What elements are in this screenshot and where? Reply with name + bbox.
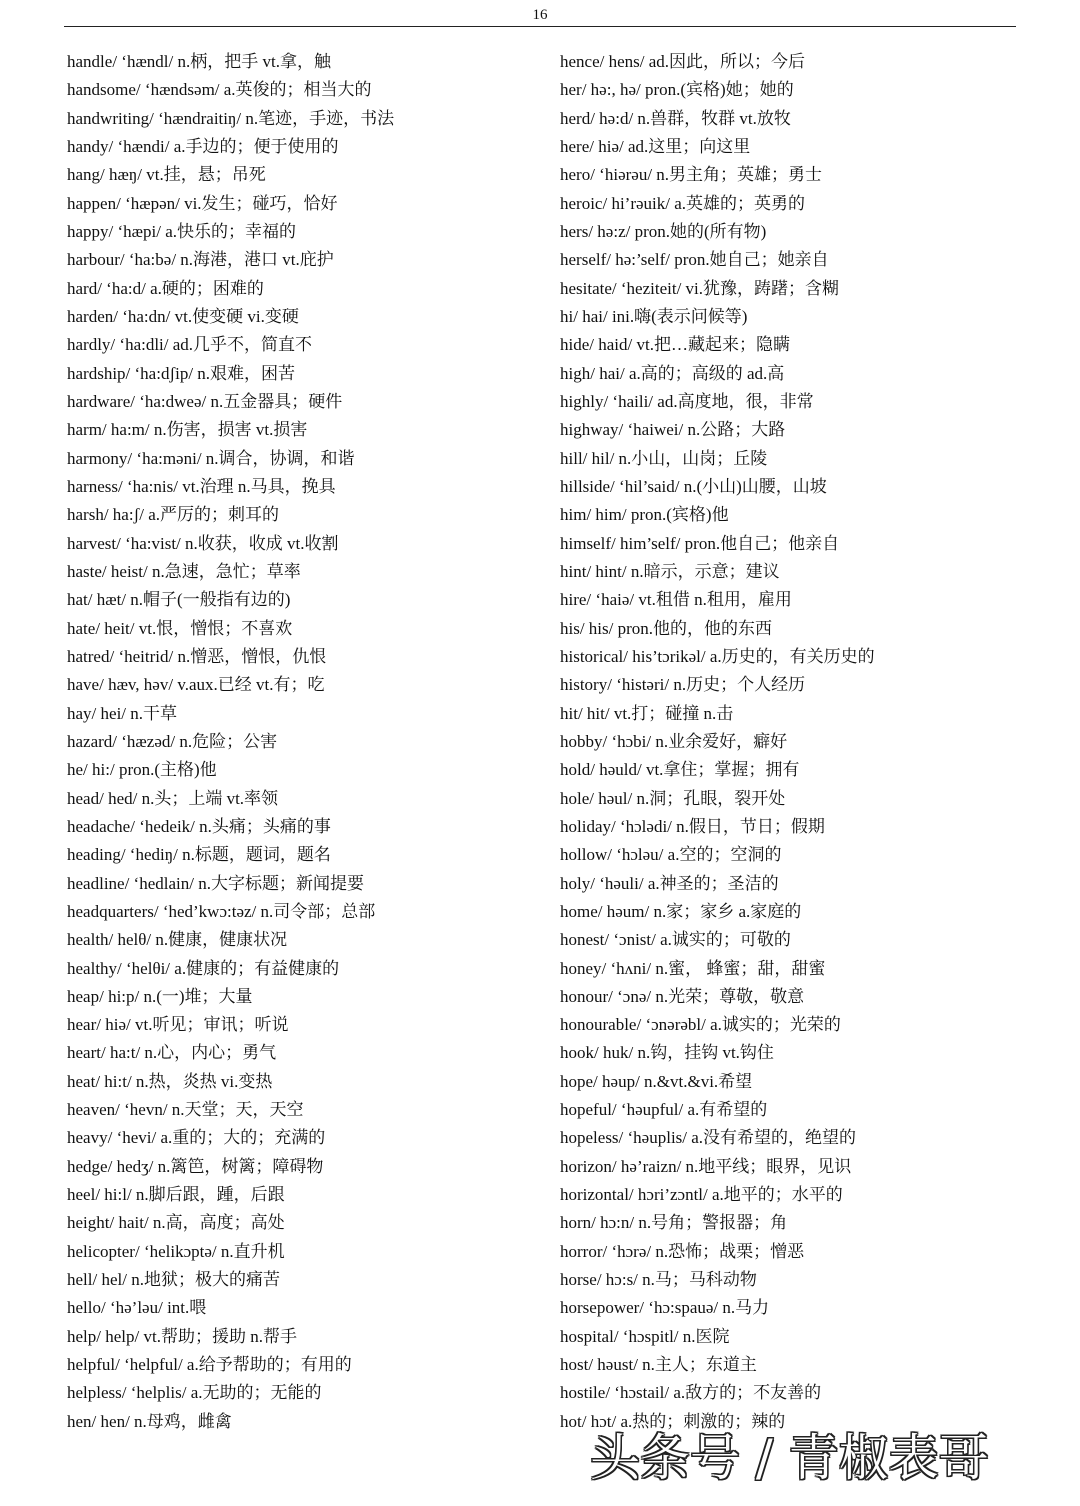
vocab-entry: hazard/ ‘hæzəd/ n.危险；公害 [67,731,278,751]
vocab-entry: hint/ hint/ n.暗示，示意；建议 [560,561,780,581]
vocab-entry: health/ helθ/ n.健康，健康状况 [67,930,288,950]
vocab-entry: hopeless/ ‘həuplis/ a.没有希望的，绝望的 [560,1128,857,1148]
vocab-entry: host/ həust/ n.主人；东道主 [560,1355,757,1375]
vocab-entry: high/ hai/ a.高的；高级的 ad.高 [560,363,785,383]
vocab-entry: herself/ hə:’self/ pron.她自己；她亲自 [560,250,829,270]
vocab-entry: hill/ hil/ n.小山，山岗；丘陵 [560,448,768,468]
vocab-entry: happen/ ‘hæpən/ vi.发生；碰巧，恰好 [67,193,338,213]
vocab-entry: headache/ ‘hedeik/ n.头痛；头痛的事 [67,816,331,836]
vocab-entry: have/ hæv, həv/ v.aux.已经 vt.有；吃 [67,675,325,695]
vocab-entry: hospital/ ‘hɔspitl/ n.医院 [560,1326,730,1346]
vocab-entry: hang/ hæŋ/ vt.挂，悬；吊死 [67,165,266,185]
vocab-entry: holiday/ ‘hɔlədi/ n.假日，节日；假期 [560,816,825,836]
vocab-entry: harden/ ‘ha:dn/ vt.使变硬 vi.变硬 [67,306,299,326]
vocab-entry: horse/ hɔ:s/ n.马；马科动物 [560,1270,757,1290]
vocab-entry: hillside/ ‘hil’said/ n.(小山)山腰，山坡 [560,476,827,496]
watermark: 头条号 / 青椒表哥 [590,1429,989,1487]
vocab-entry: here/ hiə/ ad.这里；向这里 [560,136,751,156]
vocab-entry: happy/ ‘hæpi/ a.快乐的；幸福的 [67,221,297,241]
vocab-entry: hero/ ‘hiərəu/ n.男主角；英雄；勇士 [560,165,823,185]
vocab-entry: his/ his/ pron.他的，他的东西 [560,618,773,638]
vocab-entry: headline/ ‘hedlain/ n.大字标题；新闻提要 [67,873,364,893]
vocab-entry: harbour/ ‘ha:bə/ n.海港，港口 vt.庇护 [67,250,334,270]
vocab-entry: heroic/ hi’rəuik/ a.英雄的；英勇的 [560,193,806,213]
vocab-entry: horizontal/ hɔri’zɔntl/ a.地平的；水平的 [560,1185,843,1205]
vocab-entry: height/ hait/ n.高，高度；高处 [67,1213,285,1233]
page-number: 16 [532,7,548,23]
vocab-entry: holy/ ‘həuli/ a.神圣的；圣洁的 [560,873,779,893]
vocab-entry: harvest/ ‘ha:vist/ n.收获，收成 vt.收割 [67,533,339,553]
vocab-entry: head/ hed/ n.头；上端 vt.率领 [67,788,279,808]
vocab-entry: him/ him/ pron.(宾格)他 [560,505,729,525]
vocab-entry: hopeful/ ‘həupful/ a.有希望的 [560,1100,768,1120]
vocab-entry: headquarters/ ‘hed’kwɔ:təz/ n.司令部；总部 [67,901,376,921]
vocab-entry: hat/ hæt/ n.帽子(一般指有边的) [67,590,291,610]
vocab-entry: honest/ ‘ɔnist/ a.诚实的；可敬的 [560,930,791,950]
vocab-entry: hardware/ ‘ha:dweə/ n.五金器具；硬件 [67,391,343,411]
vocab-entry: honourable/ ‘ɔnərəbl/ a.诚实的；光荣的 [560,1015,841,1035]
vocab-entry: healthy/ ‘helθi/ a.健康的；有益健康的 [67,958,340,978]
vocab-entry: he/ hi:/ pron.(主格)他 [67,760,217,780]
vocab-entry: honey/ ‘hʌni/ n.蜜， 蜂蜜；甜，甜蜜 [560,958,826,978]
vocab-entry: hay/ hei/ n.干草 [67,703,178,723]
vocab-entry: harsh/ ha:ʃ/ a.严厉的；刺耳的 [67,505,279,525]
vocab-entry: hell/ hel/ n.地狱；极大的痛苦 [67,1270,280,1290]
vocab-entry: hello/ ‘hə’ləu/ int.喂 [67,1298,207,1318]
vocab-entry: hire/ ‘haiə/ vt.租借 n.租用，雇用 [560,590,792,610]
vocab-entry: heavy/ ‘hevi/ a.重的；大的；充满的 [67,1128,326,1148]
vocab-entry: hit/ hit/ vt.打；碰撞 n.击 [560,703,734,723]
vocab-entry: handy/ ‘hændi/ a.手边的；便于使用的 [67,136,339,156]
vocab-entry: hard/ ‘ha:d/ a.硬的；困难的 [67,278,264,298]
vocab-entry: hot/ hɔt/ a.热的；刺激的；辣的 [560,1411,786,1431]
vocab-entry: hardship/ ‘ha:dʃip/ n.艰难，困苦 [67,363,296,383]
vocab-entry: heart/ ha:t/ n.心，内心；勇气 [67,1043,277,1063]
vocab-entry: handwriting/ ‘hændraitiŋ/ n.笔迹，手迹，书法 [67,108,395,128]
vocab-entry: herd/ hə:d/ n.兽群，牧群 vt.放牧 [560,108,791,128]
vocab-entry: hide/ haid/ vt.把…藏起来；隐瞒 [560,335,790,355]
vocab-entry: historical/ his’tɔrikəl/ a.历史的，有关历史的 [560,646,875,666]
vocab-entry: hollow/ ‘hɔləu/ a.空的；空洞的 [560,845,782,865]
vocab-entry: harm/ ha:m/ n.伤害，损害 vt.损害 [67,420,308,440]
vocab-entry: hedge/ hedʒ/ n.篱笆，树篱；障碍物 [67,1156,324,1176]
vocab-entry: hers/ hə:z/ pron.她的(所有物) [560,221,767,241]
vocab-entry: hence/ hens/ ad.因此，所以；今后 [560,52,806,71]
vocab-entry: horsepower/ ‘hɔ:spauə/ n.马力 [560,1298,770,1318]
vocab-entry: history/ ‘histəri/ n.历史；个人经历 [560,675,806,695]
vocab-entry: haste/ heist/ n.急速，急忙；草率 [67,561,301,581]
vocab-entry: helpless/ ‘helplis/ a.无助的；无能的 [67,1383,322,1403]
vocab-entry: home/ həum/ n.家；家乡 a.家庭的 [560,901,802,921]
vocab-entry: hope/ həup/ n.&vt.&vi.希望 [560,1071,753,1091]
header-rule [64,26,1016,27]
vocab-entry: hatred/ ‘heitrid/ n.憎恶，憎恨，仇恨 [67,646,327,666]
vocab-entry: heaven/ ‘hevn/ n.天堂；天，天空 [67,1100,304,1120]
vocab-entry: hobby/ ‘hɔbi/ n.业余爱好，癖好 [560,731,788,751]
vocab-entry: hold/ həuld/ vt.拿住；掌握；拥有 [560,760,800,780]
vocab-entry: horn/ hɔ:n/ n.号角；警报器；角 [560,1213,788,1233]
vocab-entry: helicopter/ ‘helikɔptə/ n.直升机 [67,1241,285,1261]
vocab-entry: heading/ ‘hediŋ/ n.标题，题词，题名 [67,845,331,865]
vocab-column-right [560,48,1030,1436]
vocab-entry: horror/ ‘hɔrə/ n.恐怖；战栗；憎恶 [560,1241,805,1261]
vocab-entry: hostile/ ‘hɔstail/ a.敌方的；不友善的 [560,1383,822,1403]
vocab-entry: highly/ ‘haili/ ad.高度地，很，非常 [560,391,814,411]
vocab-entry: help/ help/ vt.帮助；援助 n.帮手 [67,1326,297,1346]
vocab-entry: himself/ him’self/ pron.他自己；他亲自 [560,533,840,553]
vocab-column-left [67,48,537,1436]
vocab-entry: harmony/ ‘ha:məni/ n.调合，协调，和谐 [67,448,355,468]
vocab-entry: hole/ həul/ n.洞；孔眼，裂开处 [560,788,786,808]
vocab-entry: handle/ ‘hændl/ n.柄，把手 vt.拿，触 [67,52,331,71]
vocab-entry: hesitate/ ‘heziteit/ vi.犹豫，踌躇；含糊 [560,278,840,298]
vocab-entry: hear/ hiə/ vt.听见；审讯；听说 [67,1015,289,1035]
vocab-entry: heat/ hi:t/ n.热，炎热 vi.变热 [67,1071,273,1091]
vocab-entry: hook/ huk/ n.钩，挂钩 vt.钩住 [560,1043,774,1063]
vocab-entry: hate/ heit/ vt.恨，憎恨；不喜欢 [67,618,293,638]
vocab-entry: her/ hə:, hə/ pron.(宾格)她；她的 [560,80,794,100]
vocab-entry: highway/ ‘haiwei/ n.公路；大路 [560,420,786,440]
vocab-entry: hardly/ ‘ha:dli/ ad.几乎不，简直不 [67,335,313,355]
vocab-entry: harness/ ‘ha:nis/ vt.治理 n.马具，挽具 [67,476,336,496]
vocab-entry: handsome/ ‘hændsəm/ a.英俊的；相当大的 [67,80,372,100]
vocab-entry: hen/ hen/ n.母鸡，雌禽 [67,1411,232,1431]
vocab-entry: helpful/ ‘helpful/ a.给予帮助的；有用的 [67,1355,352,1375]
vocab-entry: heap/ hi:p/ n.(一)堆；大量 [67,986,253,1006]
vocab-entry: heel/ hi:l/ n.脚后跟，踵，后跟 [67,1185,285,1205]
vocab-entry: honour/ ‘ɔnə/ n.光荣；尊敬，敬意 [560,986,805,1006]
vocab-entry: hi/ hai/ ini.嗨(表示问候等) [560,306,748,326]
vocab-entry: horizon/ hə’raizn/ n.地平线；眼界，见识 [560,1156,852,1176]
